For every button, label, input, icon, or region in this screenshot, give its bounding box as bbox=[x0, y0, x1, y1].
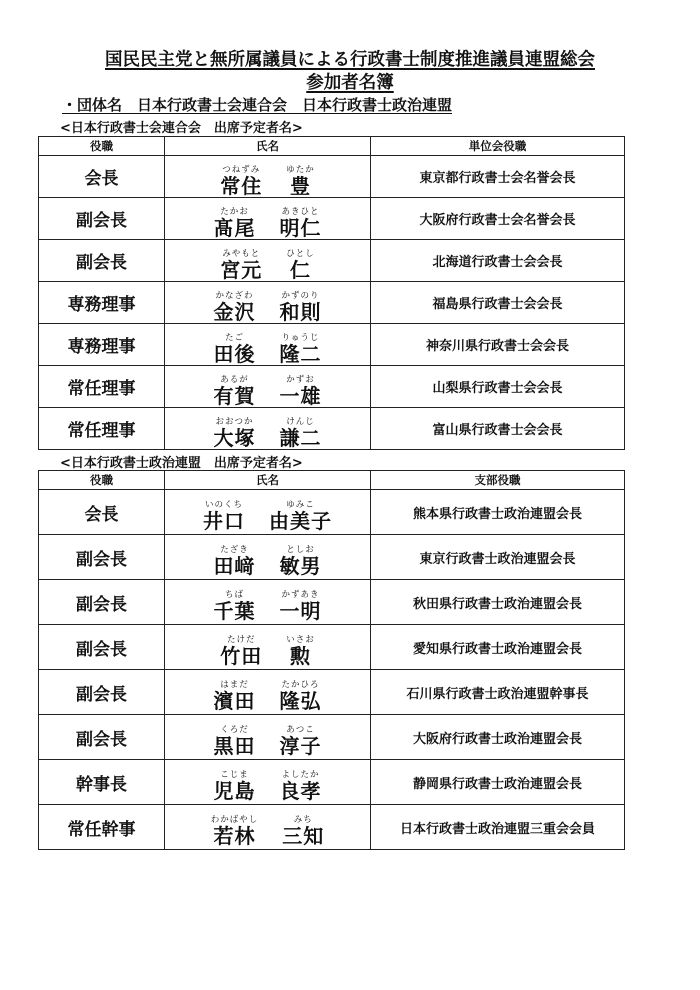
table-row bbox=[39, 282, 625, 324]
given-name bbox=[280, 770, 322, 802]
position-cell: 秋田県行政書士政治連盟会長 bbox=[371, 580, 625, 625]
surname bbox=[214, 417, 256, 449]
person-name bbox=[214, 291, 322, 323]
header-role: 役職 bbox=[39, 471, 165, 490]
given-name-kanji: 良孝 bbox=[279, 779, 322, 803]
surname bbox=[220, 249, 262, 281]
person-name bbox=[203, 500, 332, 532]
header-position: 単位会役職 bbox=[371, 137, 625, 156]
given-name bbox=[280, 375, 322, 407]
given-name-kanji: 和則 bbox=[279, 299, 322, 324]
surname-reading: おおつか bbox=[215, 416, 254, 427]
surname bbox=[214, 725, 256, 757]
surname-kanji: 金沢 bbox=[213, 299, 256, 324]
role-cell: 会長 bbox=[39, 490, 165, 535]
person-name bbox=[214, 770, 322, 802]
position-cell: 富山県行政書士会会長 bbox=[371, 408, 625, 450]
given-name bbox=[280, 417, 322, 449]
position-cell: 日本行政書士政治連盟三重会会員 bbox=[371, 805, 625, 850]
role-cell: 副会長 bbox=[39, 625, 165, 670]
surname-kanji: 濱田 bbox=[213, 689, 256, 713]
person-name bbox=[214, 417, 322, 449]
given-name bbox=[280, 680, 322, 712]
role-cell: 副会長 bbox=[39, 240, 165, 282]
role-cell: 副会長 bbox=[39, 715, 165, 760]
role-cell: 副会長 bbox=[39, 198, 165, 240]
surname bbox=[214, 545, 256, 577]
given-name-reading: たかひろ bbox=[281, 680, 320, 690]
table-row bbox=[39, 670, 625, 715]
name-cell bbox=[165, 490, 371, 535]
role-cell: 常任理事 bbox=[39, 408, 165, 450]
given-name-reading: よしたか bbox=[281, 770, 320, 780]
surname bbox=[203, 500, 245, 532]
given-name-reading: ひとし bbox=[286, 248, 315, 259]
surname-reading: いのくち bbox=[204, 500, 243, 510]
role-cell: 幹事長 bbox=[39, 760, 165, 805]
surname-kanji: 黒田 bbox=[213, 734, 256, 758]
given-name bbox=[280, 291, 322, 323]
surname-reading: たけだ bbox=[226, 635, 256, 645]
person-name bbox=[214, 590, 322, 622]
person-name bbox=[214, 375, 322, 407]
surname-reading: はまだ bbox=[220, 680, 249, 690]
table-header-row bbox=[39, 471, 625, 490]
surname bbox=[214, 207, 256, 239]
table-row bbox=[39, 760, 625, 805]
given-name-reading: あきひと bbox=[281, 206, 320, 217]
surname-kanji: 有賀 bbox=[213, 383, 256, 408]
position-cell: 東京都行政書士会名誉会長 bbox=[371, 156, 625, 198]
section1-table bbox=[38, 136, 625, 450]
surname-kanji: 常住 bbox=[220, 173, 263, 198]
given-name-kanji: 勲 bbox=[289, 644, 311, 668]
person-name bbox=[211, 815, 325, 847]
table-row bbox=[39, 490, 625, 535]
surname-reading: くろだ bbox=[220, 725, 249, 735]
given-name bbox=[282, 815, 324, 847]
surname-reading: ちば bbox=[224, 590, 244, 600]
person-name bbox=[220, 165, 315, 197]
position-cell: 静岡県行政書士政治連盟会長 bbox=[371, 760, 625, 805]
table-row bbox=[39, 240, 625, 282]
given-name-kanji: 謙二 bbox=[279, 425, 322, 450]
given-name-kanji: 一明 bbox=[279, 599, 322, 623]
role-cell: 常任理事 bbox=[39, 366, 165, 408]
given-name bbox=[280, 590, 322, 622]
role-cell: 副会長 bbox=[39, 580, 165, 625]
given-name-kanji: 淳子 bbox=[279, 734, 322, 758]
given-name bbox=[280, 333, 322, 365]
position-cell: 愛知県行政書士政治連盟会長 bbox=[371, 625, 625, 670]
given-name-kanji: 仁 bbox=[289, 257, 311, 282]
header-position: 支部役職 bbox=[371, 471, 625, 490]
table-row bbox=[39, 535, 625, 580]
surname-kanji: 井口 bbox=[203, 509, 245, 533]
given-name bbox=[280, 725, 322, 757]
surname-kanji: 大塚 bbox=[213, 425, 256, 450]
name-cell bbox=[165, 805, 371, 850]
given-name-reading: あつこ bbox=[286, 725, 315, 735]
section2-table bbox=[38, 470, 625, 850]
table-row bbox=[39, 625, 625, 670]
position-cell: 福島県行政書士会会長 bbox=[371, 282, 625, 324]
position-cell: 北海道行政書士会会長 bbox=[371, 240, 625, 282]
table-row bbox=[39, 198, 625, 240]
name-cell bbox=[165, 240, 371, 282]
person-name bbox=[214, 725, 322, 757]
person-name bbox=[214, 333, 322, 365]
given-name-kanji: 隆弘 bbox=[279, 689, 322, 713]
section1-heading: <日本行政書士会連合会 出席予定者名> bbox=[60, 121, 303, 136]
surname bbox=[214, 291, 256, 323]
person-name bbox=[214, 545, 322, 577]
person-name bbox=[220, 249, 315, 281]
given-name-reading: ゆみこ bbox=[286, 500, 315, 510]
given-name bbox=[280, 207, 322, 239]
surname-kanji: 宮元 bbox=[220, 257, 263, 282]
role-cell: 専務理事 bbox=[39, 282, 165, 324]
name-cell bbox=[165, 580, 371, 625]
surname bbox=[211, 815, 259, 847]
given-name-kanji: 一雄 bbox=[279, 383, 322, 408]
name-cell bbox=[165, 282, 371, 324]
given-name-kanji: 敏男 bbox=[279, 554, 322, 578]
table-row bbox=[39, 324, 625, 366]
given-name-kanji: 豊 bbox=[289, 173, 311, 198]
given-name-reading: かずのり bbox=[281, 290, 320, 301]
surname-kanji: 竹田 bbox=[220, 644, 263, 668]
surname bbox=[220, 635, 262, 667]
table-row bbox=[39, 715, 625, 760]
surname-reading: たかお bbox=[220, 206, 249, 217]
role-cell: 常任幹事 bbox=[39, 805, 165, 850]
role-cell: 会長 bbox=[39, 156, 165, 198]
given-name-reading: かずお bbox=[286, 374, 315, 385]
table-row bbox=[39, 156, 625, 198]
surname-reading: かなざわ bbox=[215, 290, 254, 301]
given-name-reading: みち bbox=[293, 815, 313, 825]
table-row bbox=[39, 580, 625, 625]
position-cell: 大阪府行政書士政治連盟会長 bbox=[371, 715, 625, 760]
given-name-reading: ゆたか bbox=[286, 164, 315, 175]
role-cell: 副会長 bbox=[39, 670, 165, 715]
surname bbox=[214, 375, 256, 407]
organization-line: ・団体名 日本行政書士会連合会 日本行政書士政治連盟 bbox=[62, 96, 453, 114]
surname-reading: みやもと bbox=[222, 248, 261, 259]
position-cell: 神奈川県行政書士会会長 bbox=[371, 324, 625, 366]
name-cell bbox=[165, 198, 371, 240]
surname bbox=[220, 165, 262, 197]
given-name-kanji: 三知 bbox=[282, 824, 325, 848]
given-name bbox=[286, 165, 315, 197]
name-cell bbox=[165, 715, 371, 760]
document-title: 国民民主党と無所属議員による行政書士制度推進議員連盟総会 bbox=[105, 50, 595, 70]
name-cell bbox=[165, 535, 371, 580]
position-cell: 大阪府行政書士会名誉会長 bbox=[371, 198, 625, 240]
surname-reading: わかばやし bbox=[210, 815, 259, 825]
name-cell bbox=[165, 408, 371, 450]
surname-kanji: 田後 bbox=[213, 341, 256, 366]
surname-kanji: 児島 bbox=[213, 779, 256, 803]
name-cell bbox=[165, 625, 371, 670]
header-role: 役職 bbox=[39, 137, 165, 156]
given-name-reading: いさお bbox=[286, 635, 315, 645]
person-name bbox=[220, 635, 315, 667]
given-name-kanji: 隆二 bbox=[279, 341, 322, 366]
table-row bbox=[39, 366, 625, 408]
table-row bbox=[39, 408, 625, 450]
name-cell bbox=[165, 366, 371, 408]
given-name-reading: としお bbox=[286, 545, 315, 555]
document-subtitle: 参加者名簿 bbox=[306, 73, 394, 93]
surname-kanji: 千葉 bbox=[213, 599, 256, 623]
role-cell: 副会長 bbox=[39, 535, 165, 580]
person-name bbox=[214, 680, 322, 712]
table-header-row bbox=[39, 137, 625, 156]
section2-heading: <日本行政書士政治連盟 出席予定者名> bbox=[60, 456, 303, 471]
name-cell bbox=[165, 156, 371, 198]
position-cell: 東京行政書士政治連盟会長 bbox=[371, 535, 625, 580]
given-name bbox=[280, 545, 322, 577]
given-name bbox=[286, 635, 315, 667]
given-name-kanji: 明仁 bbox=[279, 215, 322, 240]
given-name bbox=[269, 500, 332, 532]
given-name-reading: りゅうじ bbox=[281, 332, 320, 343]
name-cell bbox=[165, 760, 371, 805]
surname-reading: こじま bbox=[220, 770, 249, 780]
surname-reading: あるが bbox=[220, 374, 249, 385]
person-name bbox=[214, 207, 322, 239]
given-name bbox=[286, 249, 315, 281]
surname bbox=[214, 590, 256, 622]
surname bbox=[214, 770, 256, 802]
position-cell: 石川県行政書士政治連盟幹事長 bbox=[371, 670, 625, 715]
surname-reading: たご bbox=[224, 332, 244, 343]
surname-reading: たざき bbox=[220, 545, 249, 555]
position-cell: 熊本県行政書士政治連盟会長 bbox=[371, 490, 625, 535]
header-name: 氏名 bbox=[165, 471, 371, 490]
name-cell bbox=[165, 324, 371, 366]
surname-kanji: 若林 bbox=[213, 824, 256, 848]
header-name: 氏名 bbox=[165, 137, 371, 156]
surname-reading: つねずみ bbox=[222, 164, 261, 175]
given-name-reading: かずあき bbox=[281, 590, 320, 600]
surname-kanji: 田﨑 bbox=[213, 554, 256, 578]
given-name-reading: けんじ bbox=[286, 416, 315, 427]
given-name-kanji: 由美子 bbox=[269, 509, 332, 533]
surname-kanji: 髙尾 bbox=[213, 215, 256, 240]
surname bbox=[214, 680, 256, 712]
surname bbox=[214, 333, 256, 365]
name-cell bbox=[165, 670, 371, 715]
role-cell: 専務理事 bbox=[39, 324, 165, 366]
position-cell: 山梨県行政書士会会長 bbox=[371, 366, 625, 408]
table-row bbox=[39, 805, 625, 850]
